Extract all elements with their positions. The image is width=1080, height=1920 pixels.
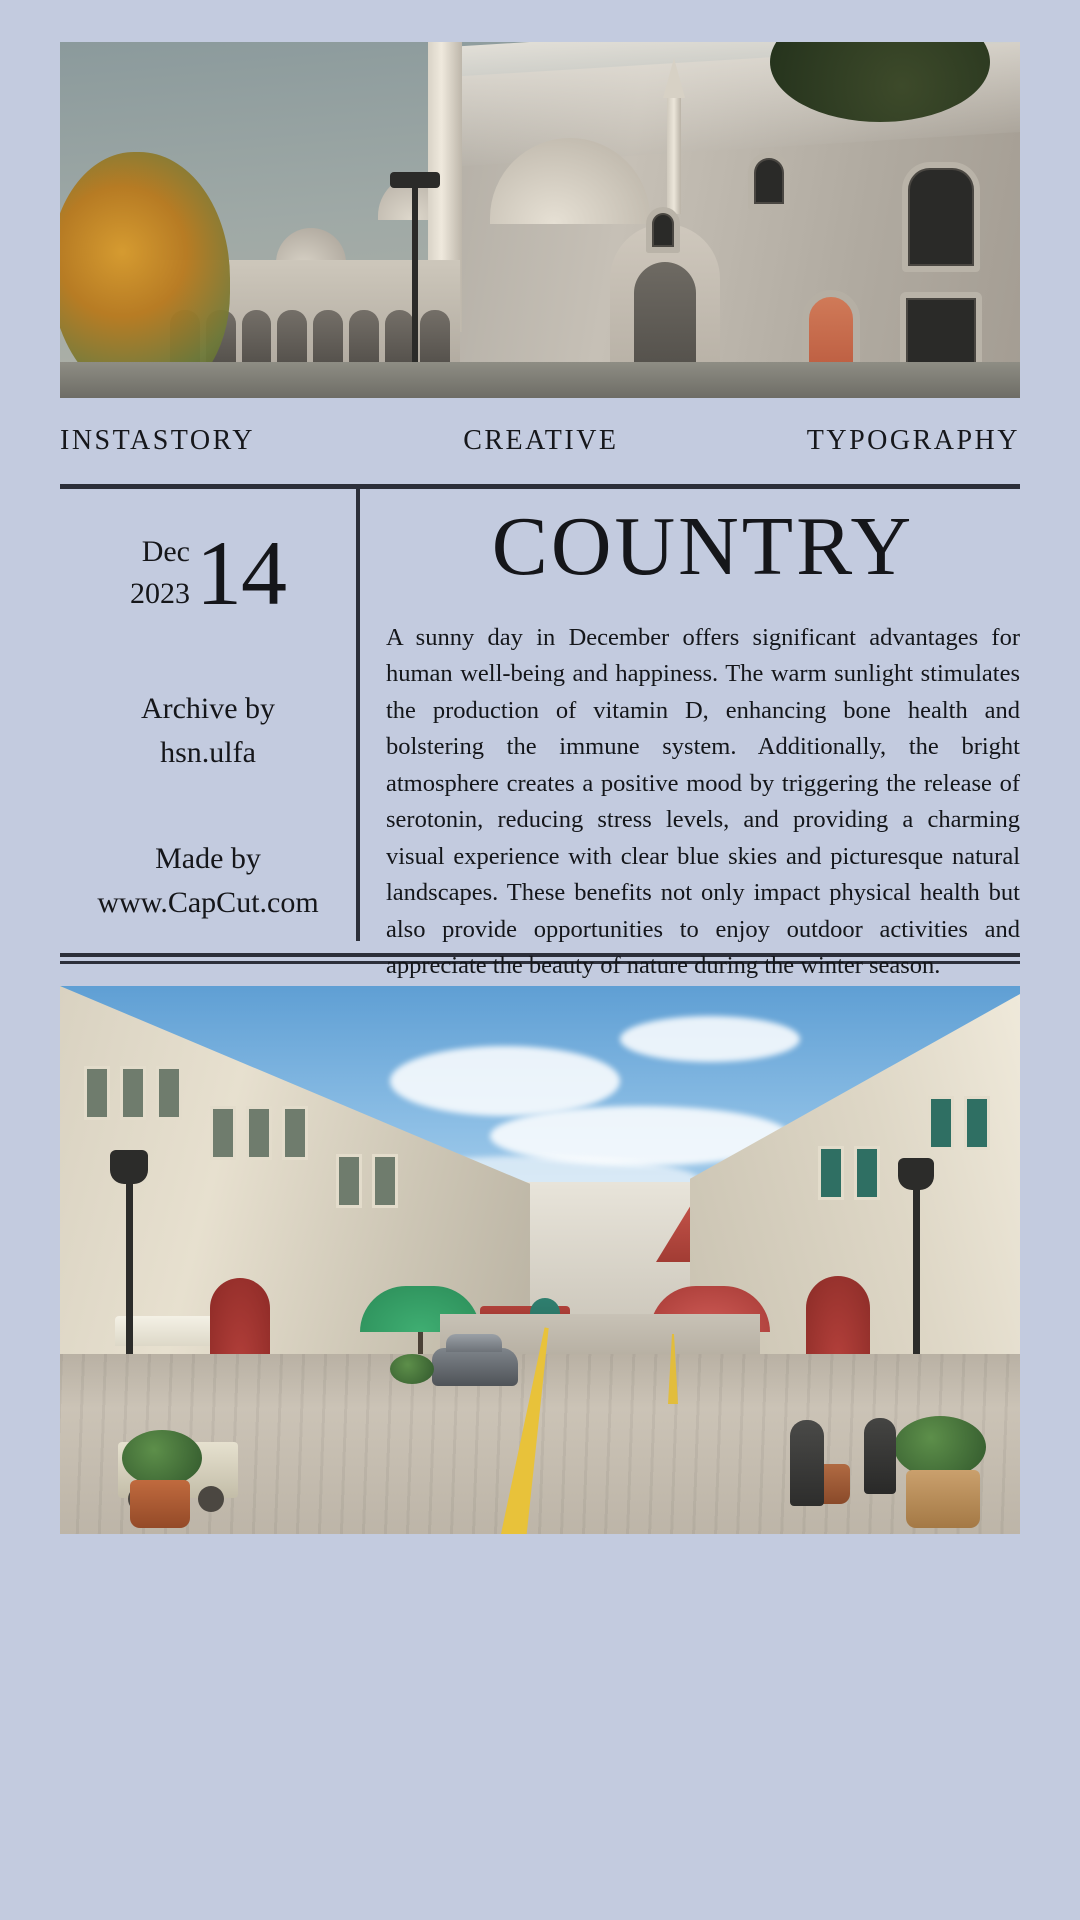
top-photo <box>60 42 1020 398</box>
planter <box>130 1480 190 1528</box>
window-shutters <box>928 1096 990 1150</box>
window-shutters <box>210 1106 308 1160</box>
archive-value: hsn.ulfa <box>160 736 256 769</box>
potted-plant <box>894 1416 986 1478</box>
planter <box>906 1470 980 1528</box>
minaret-small <box>667 94 681 214</box>
date-month: Dec <box>141 535 190 568</box>
statue <box>790 1420 824 1506</box>
kicker-middle: CREATIVE <box>463 425 619 456</box>
bottom-photo <box>60 986 1020 1534</box>
archive-credit <box>60 687 356 775</box>
ground-strip <box>60 362 1020 398</box>
kicker-row <box>60 398 1020 484</box>
archive-label: Archive by <box>140 692 276 725</box>
statue <box>864 1418 896 1494</box>
date-year: 2023 <box>130 577 190 610</box>
window-icon <box>902 162 980 272</box>
cloud <box>620 1016 800 1062</box>
article-block <box>60 489 1020 979</box>
date-day: 14 <box>196 522 286 624</box>
article-meta-column <box>60 489 356 941</box>
date-month-year <box>130 531 190 615</box>
window-icon <box>646 207 680 253</box>
kicker-left: INSTASTORY <box>60 425 255 456</box>
kicker-right: TYPOGRAPHY <box>806 425 1020 456</box>
window-shutters <box>84 1066 182 1120</box>
article-text-column <box>360 489 1020 979</box>
window-shutters <box>818 1146 880 1200</box>
page-title: COUNTRY <box>491 500 915 593</box>
parked-car <box>432 1348 518 1386</box>
article-body: A sunny day in December offers significant advantages for human well-being and happiness. The warm sunlight stimulates the production of vitamin D, enhancing bone health and bolstering the immune system. Additionally, the bright atmosphere creates a positive mood by triggering the release of serotonin, reducing stress levels, and providing a charming visual experience with clear blue skies and picturesque natural landscapes. These benefits not only impact physical health but also provide opportunities to enjoy outdoor activities and appreciate the beauty of nature during the winter season. <box>386 623 1020 979</box>
cloud <box>390 1046 620 1116</box>
window-shutters <box>336 1154 398 1208</box>
window-icon <box>748 152 790 210</box>
potted-plant <box>390 1354 434 1384</box>
poster-page <box>0 42 1080 1920</box>
date-group <box>60 522 356 624</box>
made-by-value: www.CapCut.com <box>97 886 319 919</box>
made-by-credit <box>60 837 356 925</box>
made-by-label: Made by <box>155 842 261 875</box>
potted-plant <box>122 1430 202 1486</box>
